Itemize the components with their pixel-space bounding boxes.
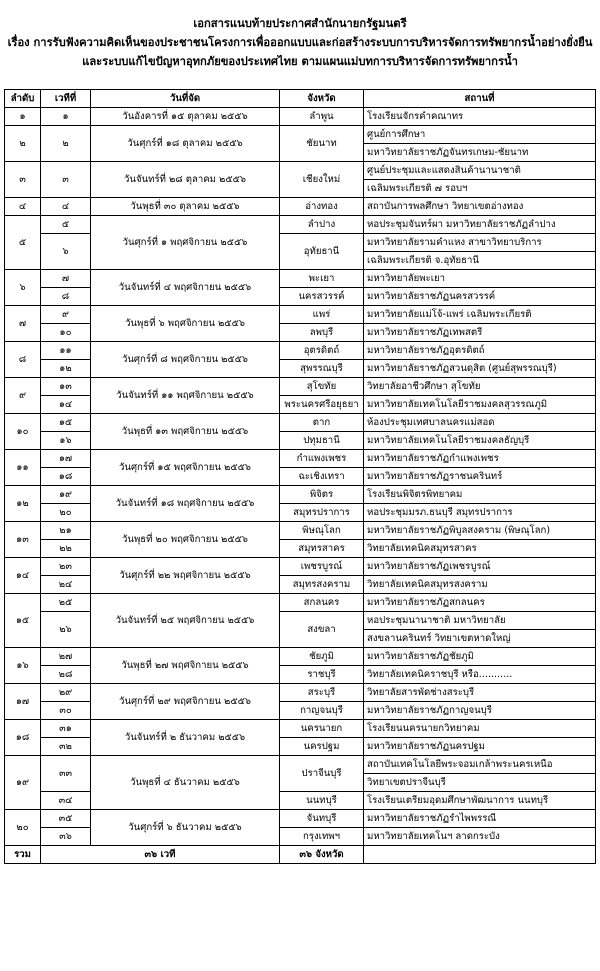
venue-cell: หอประชุมมรภ.ธนบุรี สมุทรปราการ — [364, 504, 596, 522]
table-row — [5, 216, 596, 234]
province-cell: พะเยา — [280, 270, 364, 288]
province-cell: ชัยนาท — [280, 126, 364, 162]
venue-cell: เฉลิมพระเกียรติ ๗ รอบฯ — [364, 180, 596, 198]
forum-number-cell: ๓๓ — [41, 756, 91, 792]
province-cell: เพชรบูรณ์ — [280, 558, 364, 576]
province-cell: พระนครศรีอยุธยา — [280, 396, 364, 414]
forum-number-cell: ๒๗ — [41, 648, 91, 666]
forum-number-cell: ๑๘ — [41, 468, 91, 486]
venue-cell: หอประชุมจันทร์ผา มหาวิทยาลัยราชภัฏลำปาง — [364, 216, 596, 234]
venue-cell: วิทยาลัยอาชีวศึกษา สุโขทัย — [364, 378, 596, 396]
province-cell: สมุทรปราการ — [280, 504, 364, 522]
order-number-cell: ๖ — [5, 270, 41, 306]
province-cell: กาญจนบุรี — [280, 702, 364, 720]
province-cell: อุทัยธานี — [280, 234, 364, 270]
venue-cell: มหาวิทยาลัยราชภัฏนครสวรรค์ — [364, 288, 596, 306]
forum-number-cell: ๘ — [41, 288, 91, 306]
forum-number-cell: ๒๐ — [41, 504, 91, 522]
forum-number-cell: ๒๔ — [41, 576, 91, 594]
date-cell: วันจันทร์ที่ ๑๑ พฤศจิกายน ๒๕๕๖ — [91, 378, 280, 414]
forum-number-cell: ๓ — [41, 162, 91, 198]
forum-number-cell: ๓๐ — [41, 702, 91, 720]
venue-cell: มหาวิทยาลัยราชภัฏอุตรดิตถ์ — [364, 342, 596, 360]
province-cell: สมุทรสงคราม — [280, 576, 364, 594]
forum-number-cell: ๑๓ — [41, 378, 91, 396]
order-number-cell: ๘ — [5, 342, 41, 378]
forum-number-cell: ๓๖ — [41, 828, 91, 846]
province-cell: นครนายก — [280, 720, 364, 738]
venue-cell: มหาวิทยาลัยราชภัฏสกลนคร — [364, 594, 596, 612]
order-number-cell: ๔ — [5, 198, 41, 216]
venue-cell: มหาวิทยาลัยพะเยา — [364, 270, 596, 288]
column-header-forum: เวทีที่ — [41, 90, 91, 108]
total-label: รวม — [5, 846, 41, 864]
venue-cell: มหาวิทยาลัยเทคโนโลยีราชมงคลสุวรรณภูมิ — [364, 396, 596, 414]
date-cell: วันพุธที่ ๖ พฤศจิกายน ๒๕๕๖ — [91, 306, 280, 342]
province-cell: สงขลา — [280, 612, 364, 648]
date-cell: วันพุธที่ ๔ ธันวาคม ๒๕๕๖ — [91, 756, 280, 810]
date-cell: วันจันทร์ที่ ๒ ธันวาคม ๒๕๕๖ — [91, 720, 280, 756]
province-cell: สระบุรี — [280, 684, 364, 702]
date-cell: วันศุกร์ที่ ๘ พฤศจิกายน ๒๕๕๖ — [91, 342, 280, 378]
venue-cell: ห้องประชุมเทศบาลนครแม่สอด — [364, 414, 596, 432]
order-number-cell: ๑๐ — [5, 414, 41, 450]
forum-number-cell: ๒ — [41, 126, 91, 162]
order-number-cell: ๑๑ — [5, 450, 41, 486]
venue-cell: มหาวิทยาลัยราชภัฏรำไพพรรณี — [364, 810, 596, 828]
forum-number-cell: ๑๔ — [41, 396, 91, 414]
province-cell: นนทบุรี — [280, 792, 364, 810]
venue-cell: วิทยาลัยสารพัดช่างสระบุรี — [364, 684, 596, 702]
forum-number-cell: ๕ — [41, 216, 91, 234]
total-blank — [364, 846, 596, 864]
date-cell: วันศุกร์ที่ ๖ ธันวาคม ๒๕๕๖ — [91, 810, 280, 846]
province-cell: อุตรดิตถ์ — [280, 342, 364, 360]
province-cell: ลพบุรี — [280, 324, 364, 342]
forum-number-cell: ๓๒ — [41, 738, 91, 756]
order-number-cell: ๑๗ — [5, 684, 41, 720]
forum-number-cell: ๒๒ — [41, 540, 91, 558]
venue-cell: มหาวิทยาลัยราชภัฏกาญจนบุรี — [364, 702, 596, 720]
forum-number-cell: ๑๕ — [41, 414, 91, 432]
order-number-cell: ๒ — [5, 126, 41, 162]
forum-number-cell: ๒๓ — [41, 558, 91, 576]
venue-cell: วิทยาลัยเทคนิคสมุทรสงคราม — [364, 576, 596, 594]
venue-cell: มหาวิทยาลัยราชภัฏเพชรบูรณ์ — [364, 558, 596, 576]
order-number-cell: ๑๙ — [5, 756, 41, 810]
column-header-venue: สถานที่ — [364, 90, 596, 108]
column-header-order: ลำดับ — [5, 90, 41, 108]
forum-number-cell: ๑๑ — [41, 342, 91, 360]
venue-cell: วิทยาลัยเทคนิคสมุทรสาคร — [364, 540, 596, 558]
province-cell: สกลนคร — [280, 594, 364, 612]
table-row — [5, 270, 596, 288]
province-cell: นครปฐม — [280, 738, 364, 756]
table-row — [5, 306, 596, 324]
table-row — [5, 450, 596, 468]
order-number-cell: ๒๐ — [5, 810, 41, 846]
forum-number-cell: ๓๔ — [41, 792, 91, 810]
venue-cell: ศูนย์การศึกษา — [364, 126, 596, 144]
date-cell: วันพุธที่ ๑๓ พฤศจิกายน ๒๕๕๖ — [91, 414, 280, 450]
table-row — [5, 810, 596, 828]
province-cell: พิจิตร — [280, 486, 364, 504]
table-row — [5, 594, 596, 612]
venue-cell: มหาวิทยาลัยราชภัฏจันทรเกษม-ชัยนาท — [364, 144, 596, 162]
forum-number-cell: ๒๖ — [41, 612, 91, 648]
forum-number-cell: ๑ — [41, 108, 91, 126]
province-cell: ลำปาง — [280, 216, 364, 234]
forum-number-cell: ๓๕ — [41, 810, 91, 828]
venue-cell: ศูนย์ประชุมและแสดงสินค้านานาชาติ — [364, 162, 596, 180]
province-cell: พิษณุโลก — [280, 522, 364, 540]
forum-number-cell: ๑๒ — [41, 360, 91, 378]
forum-number-cell: ๒๕ — [41, 594, 91, 612]
total-forums: ๓๖ เวที — [41, 846, 280, 864]
order-number-cell: ๙ — [5, 378, 41, 414]
province-cell: ชัยภูมิ — [280, 648, 364, 666]
forum-number-cell: ๖ — [41, 234, 91, 270]
venue-cell: สถาบันเทคโนโลยีพระจอมเกล้าพระนครเหนือ — [364, 756, 596, 774]
venue-cell: สถาบันการพลศึกษา วิทยาเขตอ่างทอง — [364, 198, 596, 216]
venue-cell: มหาวิทยาลัยเทคโนโลยีราชมงคลธัญบุรี — [364, 432, 596, 450]
header-line-1: เอกสารแนบท้ายประกาศสำนักนายกรัฐมนตรี — [193, 17, 407, 30]
forum-number-cell: ๓๑ — [41, 720, 91, 738]
venue-cell: มหาวิทยาลัยราชภัฏราชนครินทร์ — [364, 468, 596, 486]
order-number-cell: ๑๘ — [5, 720, 41, 756]
venue-cell: มหาวิทยาลัยรามคำแหง สาขาวิทยาบริการ — [364, 234, 596, 252]
order-number-cell: ๑๓ — [5, 522, 41, 558]
venue-cell: เฉลิมพระเกียรติ จ.อุทัยธานี — [364, 252, 596, 270]
venue-cell: มหาวิทยาลัยราชภัฏเทพสตรี — [364, 324, 596, 342]
order-number-cell: ๑๒ — [5, 486, 41, 522]
province-cell: นครสวรรค์ — [280, 288, 364, 306]
table-row — [5, 162, 596, 180]
venue-cell: สงขลานครินทร์ วิทยาเขตหาดใหญ่ — [364, 630, 596, 648]
province-cell: สุพรรณบุรี — [280, 360, 364, 378]
table-row — [5, 108, 596, 126]
date-cell: วันพุธที่ ๓๐ ตุลาคม ๒๕๕๖ — [91, 198, 280, 216]
venue-cell: โรงเรียนพิจิตรพิทยาคม — [364, 486, 596, 504]
table-row — [5, 558, 596, 576]
column-header-province: จังหวัด — [280, 90, 364, 108]
order-number-cell: ๑๔ — [5, 558, 41, 594]
order-number-cell: ๑๖ — [5, 648, 41, 684]
province-cell: สุโขทัย — [280, 378, 364, 396]
date-cell: วันศุกร์ที่ ๒๙ พฤศจิกายน ๒๕๕๖ — [91, 684, 280, 720]
order-number-cell: ๕ — [5, 216, 41, 270]
table-row — [5, 756, 596, 774]
province-cell: สมุทรสาคร — [280, 540, 364, 558]
table-row — [5, 378, 596, 396]
venue-cell: โรงเรียนเตรียมอุดมศึกษาพัฒนาการ นนทบุรี — [364, 792, 596, 810]
province-cell: แพร่ — [280, 306, 364, 324]
venue-cell: มหาวิทยาลัยราชภัฏนครปฐม — [364, 738, 596, 756]
province-cell: ราชบุรี — [280, 666, 364, 684]
province-cell: ตาก — [280, 414, 364, 432]
province-cell: ปทุมธานี — [280, 432, 364, 450]
table-row — [5, 126, 596, 144]
schedule-table — [4, 89, 596, 864]
table-header-row — [5, 90, 596, 108]
venue-cell: มหาวิทยาลัยราชภัฏสวนดุสิต (ศูนย์สุพรรณบุรี) — [364, 360, 596, 378]
date-cell: วันจันทร์ที่ ๒๘ ตุลาคม ๒๕๕๖ — [91, 162, 280, 198]
total-row — [5, 846, 596, 864]
forum-number-cell: ๑๙ — [41, 486, 91, 504]
table-body — [5, 108, 596, 864]
date-cell: วันศุกร์ที่ ๑๕ พฤศจิกายน ๒๕๕๖ — [91, 450, 280, 486]
venue-cell: วิทยาลัยเทคนิคราชบุรี หรือ........... — [364, 666, 596, 684]
order-number-cell: ๑ — [5, 108, 41, 126]
date-cell: วันพุธที่ ๒๐ พฤศจิกายน ๒๕๕๖ — [91, 522, 280, 558]
venue-cell: มหาวิทยาลัยแม่โจ้-แพร่ เฉลิมพระเกียรติ — [364, 306, 596, 324]
date-cell: วันศุกร์ที่ ๑ พฤศจิกายน ๒๕๕๖ — [91, 216, 280, 270]
province-cell: ฉะเชิงเทรา — [280, 468, 364, 486]
date-cell: วันจันทร์ที่ ๔ พฤศจิกายน ๒๕๕๖ — [91, 270, 280, 306]
province-cell: จันทบุรี — [280, 810, 364, 828]
province-cell: เชียงใหม่ — [280, 162, 364, 198]
date-cell: วันจันทร์ที่ ๒๕ พฤศจิกายน ๒๕๕๖ — [91, 594, 280, 648]
date-cell: วันศุกร์ที่ ๑๘ ตุลาคม ๒๕๕๖ — [91, 126, 280, 162]
venue-cell: มหาวิทยาลัยเทคโนฯ ลาดกระบัง — [364, 828, 596, 846]
province-cell: อ่างทอง — [280, 198, 364, 216]
total-provinces: ๓๖ จังหวัด — [280, 846, 364, 864]
table-row — [5, 342, 596, 360]
table-row — [5, 522, 596, 540]
table-row — [5, 198, 596, 216]
province-cell: กรุงเทพฯ — [280, 828, 364, 846]
table-row — [5, 720, 596, 738]
table-row — [5, 486, 596, 504]
table-row — [5, 684, 596, 702]
forum-number-cell: ๑๐ — [41, 324, 91, 342]
province-cell: ลำพูน — [280, 108, 364, 126]
header-line-3: และระบบแก้ไขปัญหาอุทกภัยของประเทศไทย ตามแผนแม่บทการบริหารจัดการทรัพยากรน้ำ — [82, 55, 518, 68]
forum-number-cell: ๒๘ — [41, 666, 91, 684]
order-number-cell: ๑๕ — [5, 594, 41, 648]
province-cell: ปราจีนบุรี — [280, 756, 364, 792]
forum-number-cell: ๗ — [41, 270, 91, 288]
forum-number-cell: ๔ — [41, 198, 91, 216]
forum-number-cell: ๑๗ — [41, 450, 91, 468]
column-header-date: วันที่จัด — [91, 90, 280, 108]
venue-cell: หอประชุมนานาชาติ มหาวิทยาลัย — [364, 612, 596, 630]
date-cell: วันจันทร์ที่ ๑๘ พฤศจิกายน ๒๕๕๖ — [91, 486, 280, 522]
date-cell: วันอังคารที่ ๑๕ ตุลาคม ๒๕๕๖ — [91, 108, 280, 126]
order-number-cell: ๗ — [5, 306, 41, 342]
forum-number-cell: ๙ — [41, 306, 91, 324]
document-header — [0, 0, 600, 88]
date-cell: วันพุธที่ ๒๗ พฤศจิกายน ๒๕๕๖ — [91, 648, 280, 684]
venue-cell: โรงเรียนจักรคำคณาทร — [364, 108, 596, 126]
forum-number-cell: ๒๙ — [41, 684, 91, 702]
table-row — [5, 648, 596, 666]
province-cell: กำแพงเพชร — [280, 450, 364, 468]
venue-cell: มหาวิทยาลัยราชภัฏกำแพงเพชร — [364, 450, 596, 468]
forum-number-cell: ๒๑ — [41, 522, 91, 540]
venue-cell: โรงเรียนนครนายกวิทยาคม — [364, 720, 596, 738]
header-line-2: เรื่อง การรับฟังความคิดเห็นของประชาชนโครงการเพื่อออกแบบและก่อสร้างระบบการบริหารจัดการทรัพยากรน้ำอย่างยั่งยืน — [7, 36, 593, 49]
forum-number-cell: ๑๖ — [41, 432, 91, 450]
table-row — [5, 414, 596, 432]
venue-cell: มหาวิทยาลัยราชภัฏพิบูลสงคราม (พิษณุโลก) — [364, 522, 596, 540]
venue-cell: วิทยาเขตปราจีนบุรี — [364, 774, 596, 792]
order-number-cell: ๓ — [5, 162, 41, 198]
date-cell: วันศุกร์ที่ ๒๒ พฤศจิกายน ๒๕๕๖ — [91, 558, 280, 594]
venue-cell: มหาวิทยาลัยราชภัฏชัยภูมิ — [364, 648, 596, 666]
